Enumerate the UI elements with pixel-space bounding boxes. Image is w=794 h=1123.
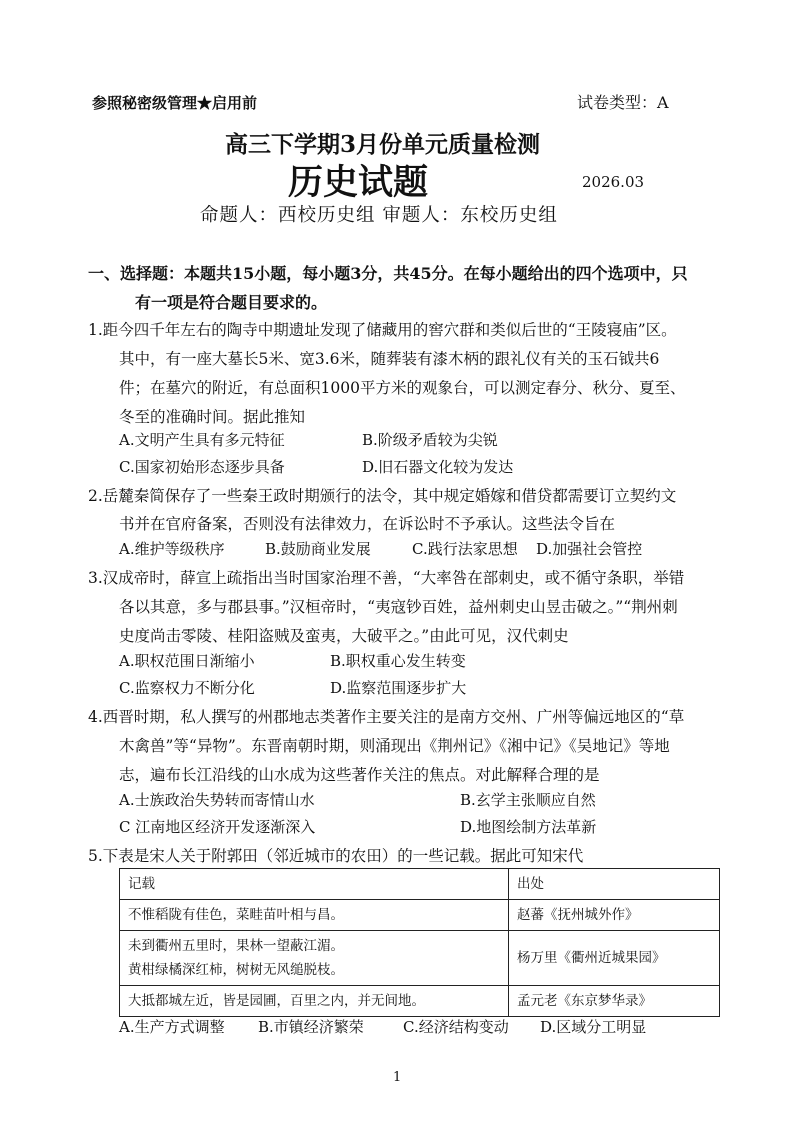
table-cell-line: 未到衢州五里时，果林一望蔽江湄。 [128, 938, 344, 954]
q5-option-a: A.生产方式调整 [119, 1018, 225, 1036]
secrecy-label: 参照秘密级管理★启用前 [92, 94, 258, 112]
q4-line: 木禽兽”等“异物”。东晋南朝时期，则涌现出《荆州记》《湘中记》《吴地记》等地 [119, 737, 670, 755]
q1-option-c: C.国家初始形态逐步具备 [119, 458, 285, 476]
table-cell: 大抵都城左近，皆是园圃，百里之内，并无间地。 [120, 986, 509, 1017]
q1-option-b: B.阶级矛盾较为尖锐 [362, 431, 498, 449]
table-cell: 赵蕃《抚州城外作》 [509, 900, 720, 931]
q3-option-b: B.职权重心发生转变 [330, 652, 466, 670]
exam-title: 高三下学期3月份单元质量检测 [225, 131, 541, 158]
table-header-row [120, 869, 720, 900]
table-cell: 杨万里《衢州近城果园》 [509, 931, 720, 986]
q3-option-a: A.职权范围日渐缩小 [119, 652, 255, 670]
q1-line: 冬至的准确时间。据此推知 [119, 408, 306, 426]
q3-option-d: D.监察范围逐步扩大 [330, 679, 467, 697]
page-title: 历史试题 [288, 162, 429, 203]
q4-option-c: C 江南地区经济开发逐渐深入 [119, 818, 316, 836]
q3-line: 各以其意，多与郡县事。”汉桓帝时，“夷寇钞百姓，益州刺史山昱击破之。”“荆州刺 [119, 598, 678, 616]
q2-option-a: A.维护等级秩序 [119, 540, 225, 558]
q1-line: 件；在墓穴的附近，有总面积1000平方米的观象台，可以测定春分、秋分、夏至、 [119, 379, 686, 397]
records-table [119, 868, 720, 1017]
q1-line: 其中，有一座大墓长5米、宽3.6米，随葬装有漆木柄的跟礼仪有关的玉石钺共6 [119, 350, 660, 368]
q2-option-b: B.鼓励商业发展 [265, 540, 371, 558]
q3-line: 3.汉成帝时，薛宣上疏指出当时国家治理不善，“大率咎在部刺史，或不循守条职，举错 [88, 569, 685, 587]
table-cell: 不惟稻陇有佳色，菜畦苗叶相与昌。 [120, 900, 509, 931]
q4-line: 4.西晋时期，私人撰写的州郡地志类著作主要关注的是南方交州、广州等偏远地区的“草 [88, 708, 685, 726]
exam-date: 2026.03 [582, 173, 645, 191]
q4-option-b: B.玄学主张顺应自然 [460, 791, 596, 809]
table-header: 出处 [509, 869, 720, 900]
table-cell-line: 黄柑绿橘深红柿，树树无风缒脱枝。 [128, 962, 344, 978]
table-row [120, 931, 720, 986]
paper-type: 试卷类型：A [577, 93, 669, 112]
section-heading-cont: 有一项是符合题目要求的。 [135, 293, 328, 312]
q1-option-d: D.旧石器文化较为发达 [362, 458, 514, 476]
q2-option-c: C.践行法家思想 [412, 540, 518, 558]
q5-option-c: C.经济结构变动 [403, 1018, 509, 1036]
q5-line: 5.下表是宋人关于附郭田（邻近城市的农田）的一些记载。据此可知宋代 [88, 847, 584, 865]
q3-line: 史度尚击零陵、桂阳盗贼及蛮夷，大破平之。”由此可见，汉代刺史 [119, 627, 569, 645]
q2-option-d: D.加强社会管控 [536, 540, 643, 558]
section-heading: 一、选择题：本题共15小题，每小题3分，共45分。在每小题给出的四个选项中，只 [88, 264, 688, 283]
table-header: 记载 [120, 869, 509, 900]
q5-option-b: B.市镇经济繁荣 [258, 1018, 364, 1036]
author-line: 命题人：西校历史组 审题人：东校历史组 [200, 205, 558, 226]
q3-option-c: C.监察权力不断分化 [119, 679, 255, 697]
q2-line: 2.岳麓秦简保存了一些秦王政时期颁行的法令，其中规定婚嫁和借贷都需要订立契约文 [88, 487, 677, 505]
q1-option-a: A.文明产生具有多元特征 [119, 431, 285, 449]
table-row [120, 900, 720, 931]
table-row [120, 986, 720, 1017]
table-cell: 孟元老《东京梦华录》 [509, 986, 720, 1017]
q1-line: 1.距今四千年左右的陶寺中期遗址发现了储藏用的窖穴群和类似后世的“王陵寝庙”区。 [88, 321, 677, 339]
q5-option-d: D.区域分工明显 [540, 1018, 647, 1036]
q4-line: 志，遍布长江沿线的山水成为这些著作关注的焦点。对此解释合理的是 [119, 766, 600, 784]
q4-option-d: D.地图绘制方法革新 [460, 818, 597, 836]
table-cell [120, 931, 509, 986]
q2-line: 书并在官府备案，否则没有法律效力，在诉讼时不予承认。这些法令旨在 [119, 515, 616, 533]
page-number: 1 [393, 1070, 402, 1085]
q4-option-a: A.士族政治失势转而寄情山水 [119, 791, 315, 809]
